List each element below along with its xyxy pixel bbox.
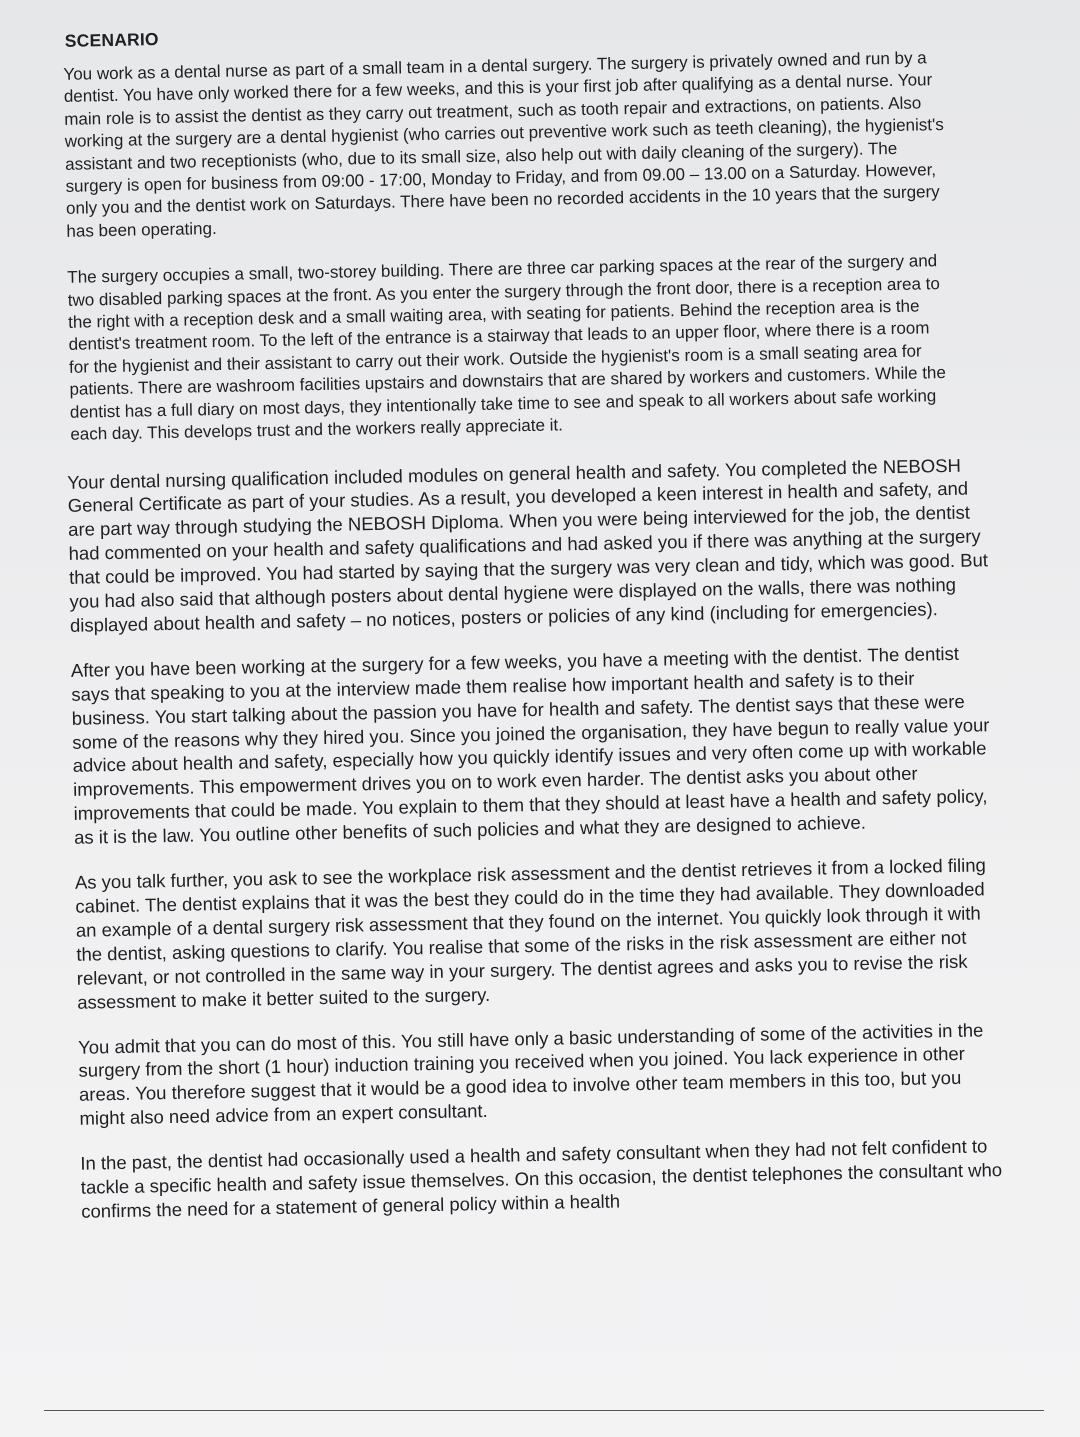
paragraph-2: The surgery occupies a small, two-storey building. There are three car parking spaces at the rear of the surgery and two disabled parking spaces at the front. As you enter the surgery through the front door, there is a reception area to the right with a reception desk and a small waiting area, with seating for patients. Behind the reception area is the dentist's treatment room. To the left of the entrance is a stairway that leads to an upper floor, where there is a room for the hygienist and their assistant to carry out their work. Outside the hygienist's room is a small seating area for patients. There are washroom facilities upstairs and downstairs that are shared by workers and customers. While the dentist has a full diary on most days, they intentionally take time to see and speak to all workers about safe working each day. This develops trust and the workers really appreciate it. xyxy=(67,251,947,444)
document-page xyxy=(39,13,1026,1436)
paragraph-5: As you talk further, you ask to see the workplace risk assessment and the dentist retrieves it from a locked filing cabinet. The dentist explains that it was the best they could do in the time they had available. They downloaded an example of a dental surgery risk assessment that they found on the internet. You quickly look through it with the dentist, asking questions to clarify. You realise that some of the risks in the risk assessment are either not relevant, or not controlled in the same way in your surgery. The dentist agrees and asks you to revise the risk assessment to make it better suited to the surgery. xyxy=(74,854,987,1013)
paragraph-6: You admit that you can do most of this. You still have only a basic understanding of some of the activities in the surgery from the short (1 hour) induction training you received when you joined. You lack experience in other areas. You therefore suggest that it would be a good idea to involve other team members in this too, but you might also need advice from an expert consultant. xyxy=(77,1018,984,1130)
paragraph-4: After you have been working at the surgery for a few weeks, you have a meeting with the dentist. The dentist says that speaking to you at the interview made them realise how important health and safety is to their business. You start talking about the passion you have for health and safety. The dentist says that these were some of the reasons why they hired you. Since you joined the organisation, they have begun to really value your advice about health and safety, especially how you quickly identify issues and very often come up with workable improvements. This empowerment drives you on to work even harder. The dentist asks you about other improvements that could be made. You explain to them that they should at least have a health and safety policy, as it is the law. You outline other benefits of such policies and what they are designed to achieve. xyxy=(70,642,990,848)
footer-rule xyxy=(44,1410,1044,1411)
paragraph-1: You work as a dental nurse as part of a small team in a dental surgery. The surgery is privately owned and run by a dentist. You have only worked there for a few weeks, and this is your first job after qualifying as a dental nurse. Your main role is to assist the dentist as they carry out treatment, such as tooth repair and extractions, on patients. Also working at the surgery are a dental hygienist (who carries out preventive work such as teeth cleaning), the hygienist's assistant and two receptionists (who, due to its small size, also help out with daily cleaning of the surgery). The surgery is open for business from 09:00 - 17:00, Monday to Friday, and from 09.00 – 13.00 on a Saturday. However, only you and the dentist work on Saturdays. There have been no recorded accidents in the 10 years that the surgery has been operating. xyxy=(63,48,944,241)
paragraph-7: In the past, the dentist had occasionally used a health and safety consultant when they had not felt confident to tackle a specific health and safety issue themselves. On this occasion, the dentist telephones the consultant who confirms the need for a statement of general policy within a health xyxy=(80,1135,1003,1222)
section-heading: SCENARIO xyxy=(64,29,159,51)
paragraph-3: Your dental nursing qualification included modules on general health and safety. You completed the NEBOSH General Certificate as part of your studies. As a result, you developed a keen interest in health and safety, and are part way through studying the NEBOSH Diploma. When you were being interviewed for the job, the dentist had commented on your health and safety qualifications and had asked you if there was anything at the surgery that could be improved. You had started by saying that the surgery was very clean and tidy, which was good. But you had also said that although posters about dental hygiene were displayed on the walls, there was nothing displayed about health and safety – no notices, posters or policies of any kind (including for emergencies). xyxy=(67,454,989,636)
